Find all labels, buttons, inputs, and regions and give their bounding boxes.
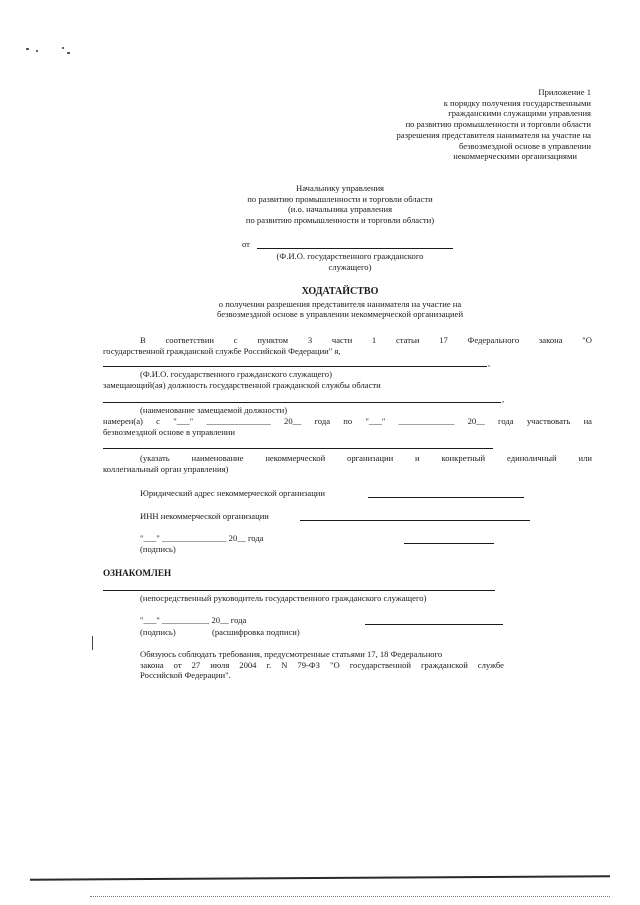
applicant-signature-field[interactable] bbox=[404, 543, 494, 544]
appendix-line: разрешения представителя нанимателя на участие на bbox=[396, 129, 591, 140]
signature-caption: (подпись) bbox=[140, 544, 176, 554]
scan-speck bbox=[62, 47, 64, 49]
position-field-caption: (наименование замещаемой должности) bbox=[140, 405, 288, 415]
manager-decoding-field[interactable] bbox=[365, 624, 503, 625]
organization-field[interactable] bbox=[103, 448, 493, 449]
inn-field[interactable] bbox=[300, 520, 530, 521]
scan-speck bbox=[36, 50, 38, 52]
document-title bbox=[140, 286, 540, 320]
scan-edge-line bbox=[30, 875, 610, 881]
title-subline: безвозмездной основе в управлении некоммерческой организацией bbox=[216, 309, 464, 320]
signature-caption: (подпись) bbox=[140, 627, 176, 637]
addressee-line: Начальнику управления bbox=[296, 183, 384, 193]
comma: , bbox=[502, 394, 505, 404]
appendix-line: гражданскими служащими управления bbox=[448, 108, 591, 119]
fio-field[interactable] bbox=[103, 366, 487, 367]
position-line: замещающий(ая) должность государственной гражданской службы области bbox=[103, 380, 381, 390]
manager-date: "___" ___________ 20__ года bbox=[140, 615, 247, 625]
appendix-line: по развитию промышленности и торговли области bbox=[405, 119, 591, 130]
addressee-line: (и.о. начальника управления bbox=[287, 204, 393, 215]
obligation-statement: Обязуюсь соблюдать требования, предусмотренные статьями 17, 18 Федерального закона от 27 июля 2004 г. N 79-ФЗ "О государственной гражданской службе Российской Федерации". bbox=[140, 649, 504, 681]
from-label: от bbox=[242, 239, 250, 249]
appendix-line: Приложение 1 bbox=[538, 87, 591, 97]
legal-address-field[interactable] bbox=[368, 497, 524, 498]
appendix-line: безвозмездной основе в управлении bbox=[458, 140, 591, 151]
fio-caption: (Ф.И.О. государственного гражданского служащего) bbox=[276, 251, 424, 272]
intent-line: намерен(а) с "___" _______________ 20__ года по "___" _____________ 20__ года участвовать на bbox=[103, 416, 592, 426]
addressee-line: по развитию промышленности и торговли области bbox=[247, 193, 433, 204]
scan-edge-line bbox=[90, 895, 610, 897]
from-fio-field[interactable] bbox=[257, 248, 453, 249]
decoding-caption: (расшифровка подписи) bbox=[212, 627, 300, 637]
applicant-date: "___" _______________ 20__ года bbox=[140, 533, 264, 543]
inn-label: ИНН некоммерческой организации bbox=[140, 511, 269, 521]
intent-line: безвозмездной основе в управлении bbox=[103, 427, 236, 437]
scan-speck bbox=[67, 52, 70, 54]
title-subline: о получении разрешения представителя нанимателя на участие на bbox=[218, 298, 462, 309]
appendix-line: к порядку получения государственными bbox=[443, 97, 591, 108]
organization-caption: коллегиальный орган управления) bbox=[103, 464, 229, 474]
organization-caption: (указать наименование некоммерческой организации и конкретный единоличный или bbox=[140, 453, 592, 463]
scan-mark bbox=[92, 636, 93, 650]
appendix-header bbox=[261, 87, 591, 162]
addressee-block bbox=[190, 183, 490, 226]
manager-field[interactable] bbox=[103, 590, 495, 591]
position-field[interactable] bbox=[103, 402, 501, 403]
comma: , bbox=[488, 358, 491, 368]
acknowledged-heading: ОЗНАКОМЛЕН bbox=[103, 568, 172, 578]
scan-speck bbox=[26, 48, 29, 50]
legal-address-label: Юридический адрес некоммерческой организации bbox=[140, 488, 326, 498]
addressee-line: по развитию промышленности и торговли области) bbox=[245, 215, 435, 226]
fio-field-caption: (Ф.И.О. государственного гражданского служащего) bbox=[140, 369, 332, 379]
title-heading: ХОДАТАЙСТВО bbox=[301, 286, 379, 297]
manager-caption: (непосредственный руководитель государственного гражданского служащего) bbox=[140, 593, 427, 603]
appendix-line: некоммерческими организациями bbox=[453, 151, 577, 162]
para-intro-line: государственной гражданской службе Российской Федерации" я, bbox=[103, 346, 341, 356]
para-intro-line: В соответствии с пунктом 3 части 1 статьи 17 Федерального закона "О bbox=[140, 335, 592, 345]
